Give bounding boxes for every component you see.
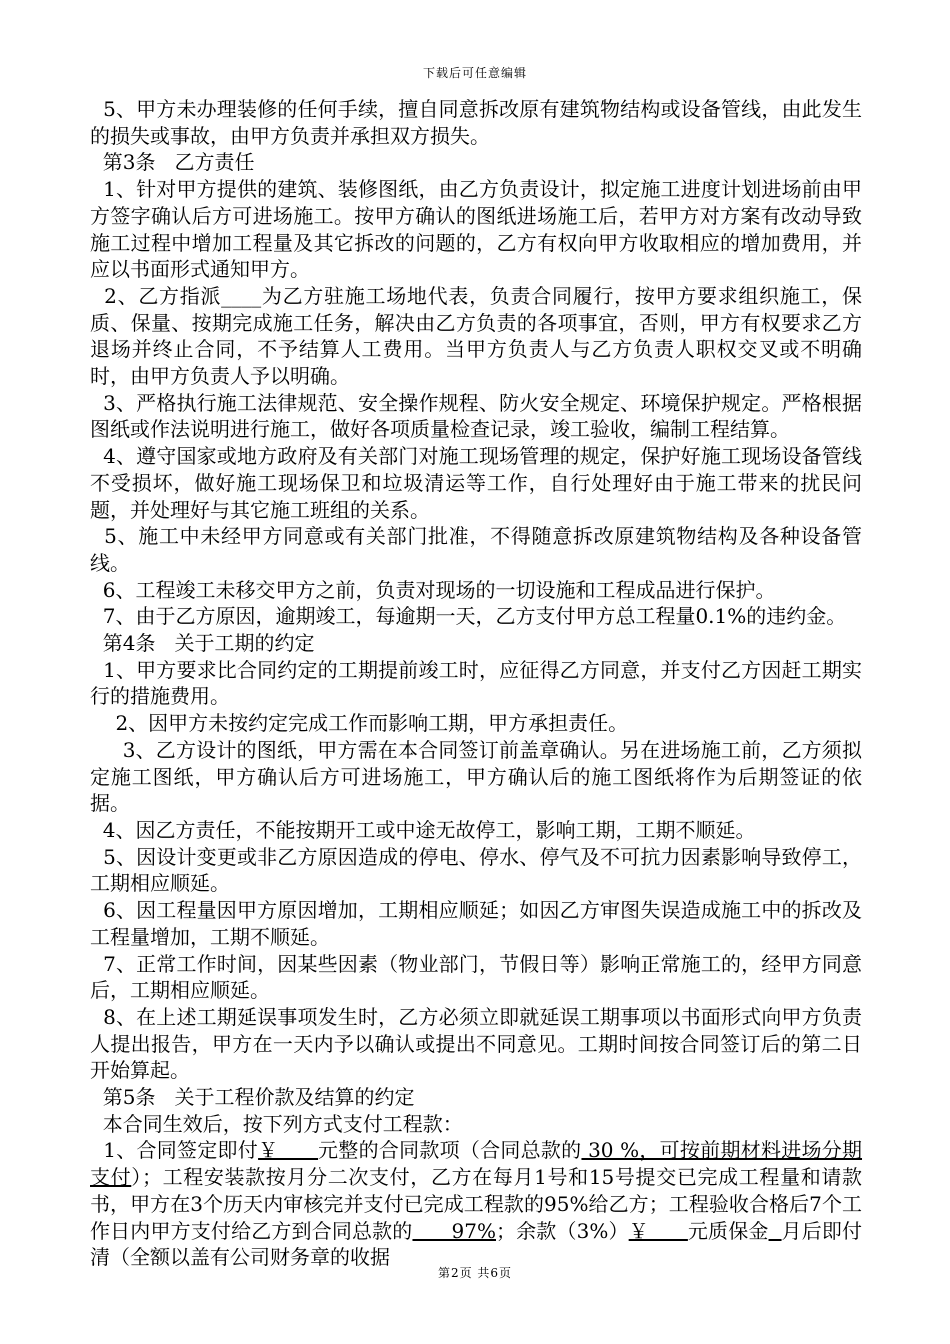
paragraph: 7、正常工作时间，因某些因素（物业部门，节假日等）影响正常施工的，经甲方同意后，工期相应顺延。 (90, 951, 862, 1003)
percent-blank: 97% (412, 1218, 496, 1243)
paragraph: 1、甲方要求比合同约定的工期提前竣工时，应征得乙方同意，并支付乙方因赶工期实行的措施费用。 (90, 657, 862, 709)
section-heading: 第4条 关于工期的约定 (90, 631, 315, 656)
paragraph: 8、在上述工期延误事项发生时，乙方必须立即就延误工期事项以书面形式向甲方负责人提出报告，甲方在一天内予以确认或提出不同意见。工期时间按合同签订后的第二日开始算起。 (90, 1004, 862, 1083)
paragraph: 4、遵守国家或地方政府及有关部门对施工现场管理的规定，保护好施工现场设备管线不受损坏，做好施工现场保卫和垃圾清运等工作，自行处理好由于施工带来的扰民问题，并处理好与其它施工班组的关系。 (90, 444, 862, 522)
payment-text: 元质保金 (687, 1218, 769, 1243)
page-header: 下载后可任意编辑 (422, 66, 527, 80)
months-blank (769, 1219, 782, 1243)
page-footer: 第2页 共6页 (437, 1266, 513, 1280)
paragraph: 6、工程竣工未移交甲方之前，负责对现场的一切设施和工程成品进行保护。 (90, 577, 776, 602)
payment-paragraph (90, 1137, 862, 1271)
paragraph: 5、施工中未经甲方同意或有关部门批准，不得随意拆改原建筑物结构及各种设备管线。 (90, 524, 862, 575)
paragraph: 本合同生效后，按下列方式支付工程款： (90, 1111, 463, 1136)
amount-blank: ￥ (258, 1138, 319, 1163)
amount-blank: ￥ (628, 1218, 688, 1243)
section-heading: 第5条 关于工程价款及结算的约定 (90, 1085, 415, 1110)
payment-text: 1、合同签定即付 (90, 1138, 259, 1163)
paragraph: 2、乙方指派____为乙方驻施工场地代表，负责合同履行，按甲方要求组织施工，保质、保量、按期完成施工任务，解决由乙方负责的各项事宜，否则，甲方有权要求乙方退场并终止合同，不予结算人工费用。当甲方负责人与乙方负责人职权交叉或不明确时，由甲方负责人予以明确。 (90, 283, 862, 389)
section-heading: 第3条 乙方责任 (90, 150, 255, 175)
paragraph: 6、因工程量因甲方原因增加，工期相应顺延；如因乙方审图失误造成施工中的拆改及工程量增加，工期不顺延。 (90, 898, 862, 949)
paragraph: 7、由于乙方原因，逾期竣工，每逾期一天，乙方支付甲方总工程量0.1%的违约金。 (90, 604, 847, 629)
payment-text: 元整的合同款项（合同总款的 (318, 1138, 582, 1163)
paragraph: 4、因乙方责任，不能按期开工或中途无故停工，影响工期，工期不顺延。 (90, 817, 756, 842)
document-body (90, 96, 862, 1271)
percent-underlined: 30 %，可按前期材料进场分期支付 (90, 1138, 863, 1190)
paragraph: 3、严格执行施工法律规范、安全操作规程、防火安全规定、环境保护规定。严格根据图纸或作法说明进行施工，做好各项质量检查记录，竣工验收，编制工程结算。 (90, 390, 862, 442)
paragraph: 5、甲方未办理装修的任何手续，擅自同意拆改原有建筑物结构或设备管线，由此发生的损失或事故，由甲方负责并承担双方损失。 (90, 97, 862, 148)
payment-text: ）；工程安装款按月分二次支付，乙方在每月1号和15号提交已完成工程量和请款书，甲方在3个历天内审核完并支付已完成工程款的95%给乙方；工程验收合格后7个工作日内甲方支付给乙方到合同总款的 (90, 1165, 862, 1243)
payment-text: ；余款（3%） (496, 1218, 629, 1243)
paragraph: 3、乙方设计的图纸，甲方需在本合同签订前盖章确认。另在进场施工前，乙方须拟定施工图纸，甲方确认后方可进场施工，甲方确认后的施工图纸将作为后期签证的依据。 (90, 737, 862, 816)
paragraph: 2、因甲方未按约定完成工作而影响工期，甲方承担责任。 (90, 711, 629, 736)
paragraph: 5、因设计变更或非乙方原因造成的停电、停水、停气及不可抗力因素影响导致停工，工期相应顺延。 (90, 844, 862, 896)
payment-text: 月后即付清（全额以盖有公司财务章的收据 (90, 1218, 863, 1270)
paragraph: 1、针对甲方提供的建筑、装修图纸，由乙方负责设计，拟定施工进度计划进场前由甲方签字确认后方可进场施工。按甲方确认的图纸进场施工后，若甲方对方案有改动导致施工过程中增加工程量及其它拆改的问题的，乙方有权向甲方收取相应的增加费用，并应以书面形式通知甲方。 (90, 177, 862, 282)
